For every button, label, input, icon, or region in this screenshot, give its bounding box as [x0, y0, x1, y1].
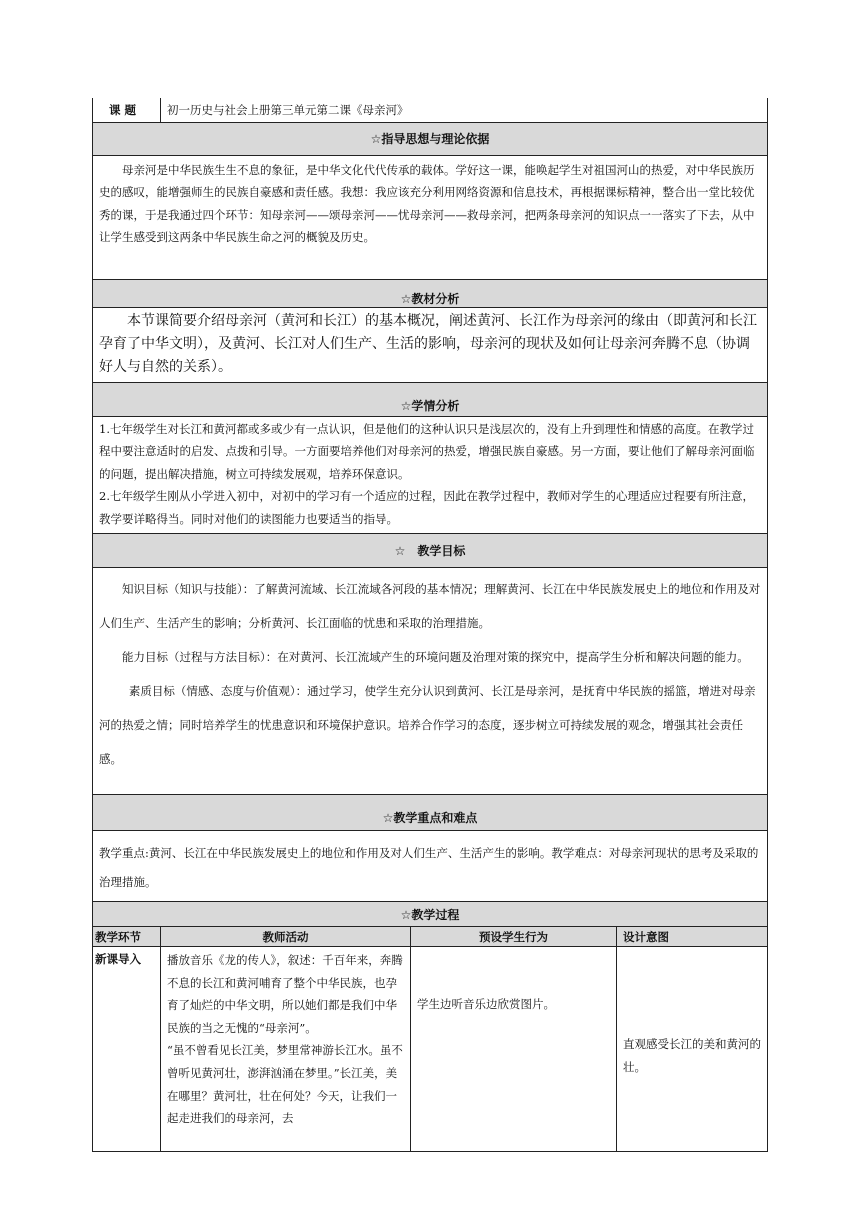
section-heading-process: ☆教学过程 — [93, 902, 768, 927]
student-behavior-cell: 学生边听音乐边欣赏图片。 — [411, 947, 617, 1152]
col-stage: 教学环节 — [93, 927, 161, 947]
guiding-text: 母亲河是中华民族生生不息的象征，是中华文化代代传承的载体。学好这一课，能唤起学生对祖国河山的热爱，对中华民族历史的感叹，能增强师生的民族自豪感和责任感。我想：我应该充分利用网络资源和信息技术，再根据课标精神，整合出一堂比较优秀的课，于是我通过四个环节：知母亲河——颂母亲河——忧母亲河——救母亲河，把两条母亲河的知识点一一落实了下去，从中让学生感受到这两条中华民族生命之河的概貌及历史。 — [93, 155, 768, 279]
section-heading-guiding: ☆指导思想与理论依据 — [93, 122, 768, 155]
teacher-activity-cell — [161, 947, 411, 1152]
students-paragraph-2: 2.七年级学生刚从小学进入初中，对初中的学习有一个适应的过程，因此在教学过程中，教师对学生的心理适应过程要有所注意，教学要详略得当。同时对他们的读图能力也要适当的指导。 — [99, 489, 754, 526]
section-heading-students: ☆学情分析 — [93, 382, 768, 416]
design-intent-cell: 直观感受长江的美和黄河的壮。 — [617, 947, 768, 1152]
goal-knowledge: 知识目标（知识与技能）：了解黄河流域、长江流域各河段的基本情况；理解黄河、长江在中华民族发展史上的地位和作用及对人们生产、生活产生的影响；分析黄河、长江面临的忧患和采取的治理措施。 — [99, 582, 761, 630]
students-paragraph-1: 1.七年级学生对长江和黄河都或多或少有一点认识，但是他们的这种认识只是浅层次的，没有上升到理性和情感的高度。在教学过程中要注意适时的启发、点拨和引导。一方面要培养他们对母亲河的热爱，增强民族自豪感。另一方面，要让他们了解母亲河面临的问题，提出解决措施，树立可持续发展观，培养环保意识。 — [99, 421, 755, 481]
col-teacher: 教师活动 — [161, 927, 411, 947]
goal-quality: 素质目标（情感、态度与价值观）：通过学习，使学生充分认识到黄河、长江是母亲河，是抚育中华民族的摇篮，增进对母亲河的热爱之情；同时培养学生的忧患意识和环境保护意识。培养合作学习的态度，逐步树立可持续发展的观念，增强其社会责任感。 — [99, 684, 756, 766]
title-row — [93, 98, 768, 122]
keypoints-text: 教学重点:黄河、长江在中华民族发展史上的地位和作用及对人们生产、生活产生的影响。教学难点：对母亲河现状的思考及采取的治理措施。 — [93, 831, 768, 902]
process-header-row — [93, 927, 768, 947]
students-text — [93, 416, 768, 534]
teacher-paragraph-2: “虽不曾看见长江美，梦里常神游长江水。虽不曾听见黄河壮，澎湃汹涌在梦里。”长江美，美在哪里？黄河壮，壮在何处？今天，让我们一起走进我们的母亲河，去 — [167, 1043, 403, 1126]
lesson-plan-table — [92, 98, 768, 1152]
textbook-text: 本节课简要介绍母亲河（黄河和长江）的基本概况，阐述黄河、长江作为母亲河的缘由（即黄河和长江孕育了中华文明），及黄河、长江对人们生产、生活的影响，母亲河的现状及如何让母亲河奔腾不息（协调好人与自然的关系）。 — [93, 307, 768, 382]
stage-cell: 新课导入 — [93, 947, 161, 1152]
goal-ability: 能力目标（过程与方法目标）：在对黄河、长江流域产生的环境问题及治理对策的探究中，提高学生分析和解决问题的能力。 — [122, 650, 749, 664]
lesson-plan-page — [92, 98, 767, 1152]
title-label: 课 题 — [93, 98, 161, 122]
col-student: 预设学生行为 — [411, 927, 617, 947]
teacher-paragraph-1: 播放音乐《龙的传人》，叙述：千百年来，奔腾不息的长江和黄河哺育了整个中华民族，也孕育了灿烂的中华文明，所以她们都是我们中华民族的当之无愧的“母亲河”。 — [167, 953, 403, 1035]
col-intent: 设计意图 — [617, 927, 768, 947]
table-row — [93, 947, 768, 1152]
lesson-title: 初一历史与社会上册第三单元第二课《母亲河》 — [161, 98, 768, 122]
section-heading-textbook: ☆教材分析 — [93, 279, 768, 307]
section-heading-keypoints: ☆教学重点和难点 — [93, 795, 768, 831]
section-heading-goals: ☆ 教学目标 — [93, 534, 768, 568]
goals-text — [93, 568, 768, 795]
